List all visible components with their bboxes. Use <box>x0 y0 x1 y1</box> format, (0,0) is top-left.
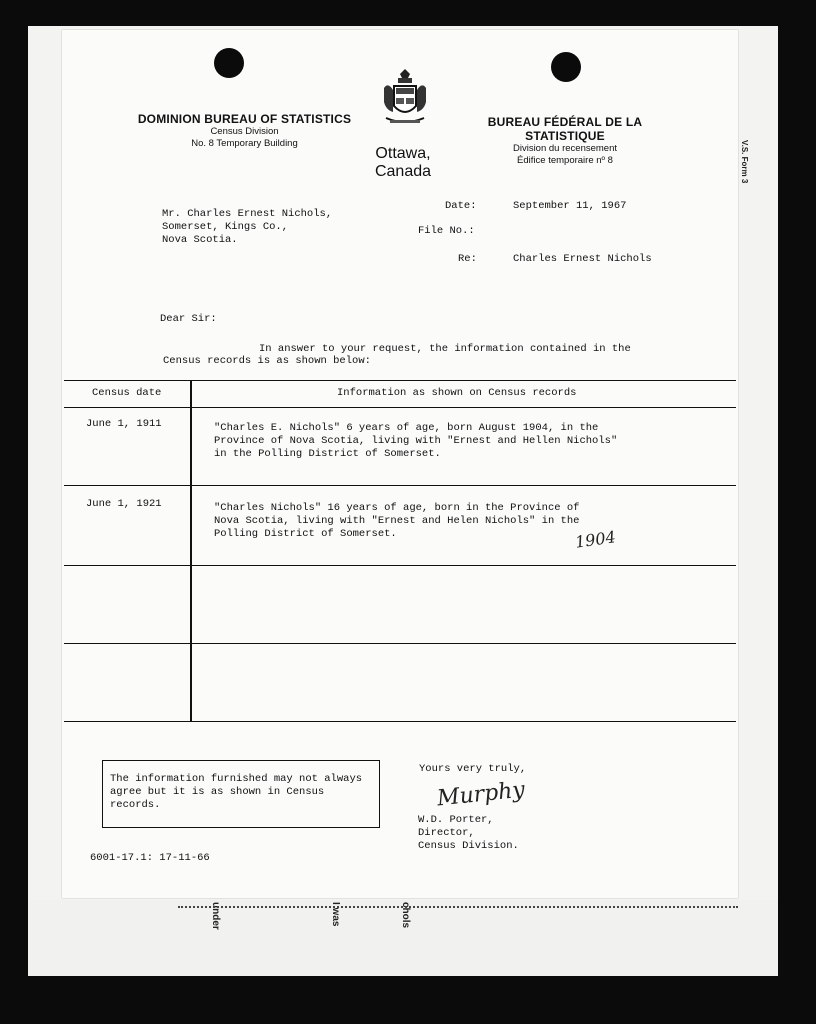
signatory-name: W.D. Porter, <box>418 814 494 826</box>
re-label: Re: <box>458 253 477 265</box>
table-rule <box>64 407 736 408</box>
table-rule <box>64 380 736 381</box>
header-left <box>132 112 357 150</box>
disclaimer-line: records. <box>110 799 161 811</box>
re-value: Charles Ernest Nichols <box>513 253 652 265</box>
date-value: September 11, 1967 <box>513 200 627 212</box>
back-fragment-under: under <box>210 902 221 930</box>
punch-hole <box>214 48 244 78</box>
bureau-name-fr: BUREAU FÉDÉRAL DE LA STATISTIQUE <box>487 115 643 143</box>
back-page-bottom <box>28 900 778 976</box>
division-en: Census Division <box>210 126 279 137</box>
info-line: Nova Scotia, living with "Ernest and Helen Nichols" in the <box>214 515 580 527</box>
recipient-address <box>162 208 332 247</box>
col-header-information: Information as shown on Census records <box>337 387 577 399</box>
intro-line-2: Census records is as shown below: <box>163 355 371 367</box>
info-line: Province of Nova Scotia, living with "Ernest and Hellen Nichols" <box>214 435 618 447</box>
coat-of-arms-icon <box>380 68 430 134</box>
valediction: Yours very truly, <box>419 763 527 775</box>
signatory-title: Director, <box>418 827 475 839</box>
table-rule <box>64 485 736 486</box>
intro-line-1: In answer to your request, the information contained in the <box>259 343 631 355</box>
punch-hole <box>551 52 581 82</box>
row-1921-date: June 1, 1921 <box>86 498 162 510</box>
info-line: "Charles Nichols" 16 years of age, born in the Province of <box>214 502 580 514</box>
salutation: Dear Sir: <box>160 313 217 325</box>
row-1911-info <box>214 422 617 461</box>
back-fragment-was: I was <box>330 902 341 927</box>
table-rule <box>64 643 736 644</box>
letter-page <box>62 30 738 898</box>
file-number-label: File No.: <box>418 225 475 237</box>
info-line: "Charles E. Nichols" 6 years of age, born August 1904, in the <box>214 422 599 434</box>
info-line: in the Polling District of Somerset. <box>214 448 441 460</box>
back-dotted-line <box>178 906 738 928</box>
building-fr: Édifice temporaire nº 8 <box>517 155 613 166</box>
row-1921-info <box>214 502 579 541</box>
row-1911-date: June 1, 1911 <box>86 418 162 430</box>
table-rule <box>64 721 736 722</box>
bureau-name-en: DOMINION BUREAU OF STATISTICS <box>137 112 352 126</box>
address-line: Mr. Charles Ernest Nichols, <box>162 208 333 220</box>
address-line: Somerset, Kings Co., <box>162 221 289 233</box>
header-city: Ottawa, Canada <box>374 145 432 180</box>
info-line: Polling District of Somerset. <box>214 528 397 540</box>
disclaimer-box <box>102 760 380 828</box>
disclaimer-line: The information furnished may not always <box>110 773 363 785</box>
form-label: V.S. Form 3 <box>740 140 749 184</box>
signatory-division: Census Division. <box>418 840 519 852</box>
date-label: Date: <box>445 200 477 212</box>
table-divider <box>190 380 192 722</box>
disclaimer-line: agree but it is as shown in Census <box>110 786 325 798</box>
back-fragment-nichols: chols <box>400 902 411 929</box>
handwritten-year: 1904 <box>573 527 617 552</box>
form-number: 6001-17.1: 17-11-66 <box>90 852 210 864</box>
signature: Murphy <box>435 777 526 812</box>
address-line: Nova Scotia. <box>162 234 238 246</box>
division-fr: Division du recensement <box>512 143 618 154</box>
header-right <box>450 115 680 167</box>
building-en: No. 8 Temporary Building <box>191 138 298 149</box>
col-header-census-date: Census date <box>92 387 162 399</box>
table-rule <box>64 565 736 566</box>
